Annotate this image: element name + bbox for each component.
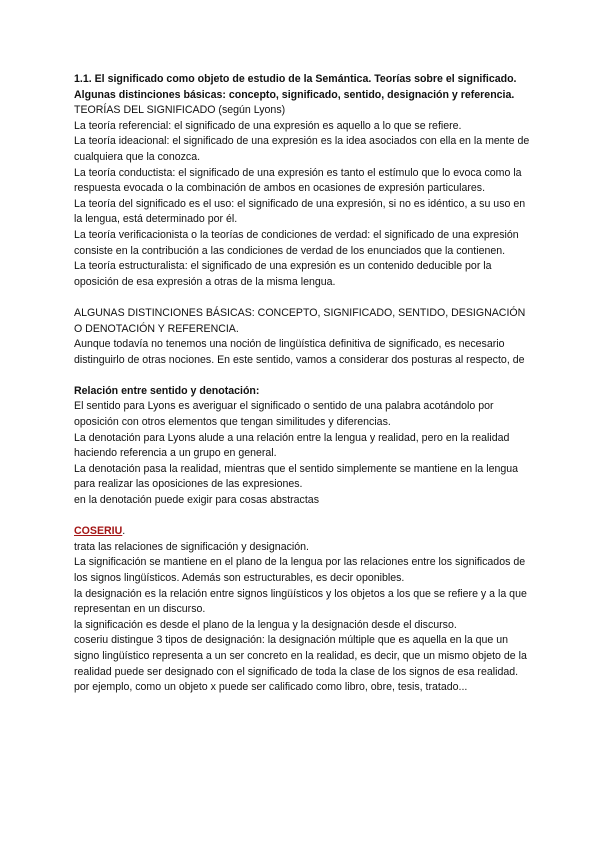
theory-structuralist: La teoría estructuralista: el significado de una expresión es un contenido deducible por la oposición de esa expresión a otras de la misma lengua. [74, 260, 492, 288]
spacer [74, 290, 534, 306]
denotation-abstract-paragraph: en la denotación puede exigir para cosas abstractas [74, 494, 319, 507]
denotation-lyons-paragraph: La denotación para Lyons alude a una relación entre la lengua y realidad, pero en la realidad haciendo referencia a un grupo en general. [74, 431, 510, 460]
theory-verificationist: La teoría verificacionista o la teorías de condiciones de verdad: el significado de una expresión consiste en la contribución a las condiciones de verdad de los enunciados que la contienen. [74, 228, 519, 257]
document-page [74, 72, 534, 696]
sense-lyons-paragraph: El sentido para Lyons es averiguar el significado o sentido de una palabra acotándolo por oposición con otros elementos que tengan similitudes y diferencias. [74, 400, 494, 429]
theory-ideational: La teoría ideacional: el significado de una expresión es la idea asociados con ella en la mente de cualquiera que la conozca. [74, 135, 530, 163]
coseriu-paragraph-1: trata las relaciones de significación y designación. [74, 540, 309, 553]
theory-referential: La teoría referencial: el significado de una expresión es aquello a lo que se refiere. [74, 119, 462, 132]
coseriu-paragraph-3: la designación es la relación entre signos lingüísticos y los objetos a los que se refiere y a la que representan en un discurso. [74, 587, 527, 616]
distinctions-paragraph: Aunque todavía no tenemos una noción de lingüística definitiva de significado, es necesario distinguirlo de otras nociones. En este sentido, vamos a considerar dos posturas al respecto, de [74, 338, 525, 366]
section-heading-distinctions: ALGUNAS DISTINCIONES BÁSICAS: CONCEPTO, SIGNIFICADO, SENTIDO, DESIGNACIÓN O DENOTACIÓN Y REFERENCIA. [74, 306, 526, 335]
denotation-vs-sense-paragraph: La denotación pasa la realidad, mientras que el sentido simplemente se mantiene en la lengua para realizar las oposiciones de las expresiones. [74, 462, 519, 491]
theory-behaviorist: La teoría conductista: el significado de una expresión es tanto el estímulo que lo evoca como la respuesta evocada o la combinación de ambos en ocasiones de expresión particulares. [74, 166, 522, 195]
section-heading-coseriu [74, 524, 534, 540]
document-title: 1.1. El significado como objeto de estudio de la Semántica. Teorías sobre el significado. Algunas distinciones básicas: concepto, significado, sentido, designación y referencia. [74, 73, 517, 101]
coseriu-heading-text: COSERIU [74, 525, 123, 538]
coseriu-paragraph-4: la significación es desde el plano de la lengua y la designación desde el discurso. [74, 618, 457, 631]
coseriu-heading-suffix: . [122, 525, 126, 538]
theory-use: La teoría del significado es el uso: el significado de una expresión, si no es idéntico, a su uso en la lengua, está determinado por él. [74, 197, 526, 226]
section-heading-sense-denotation: Relación entre sentido y denotación: [74, 384, 260, 397]
spacer [74, 509, 534, 525]
coseriu-paragraph-2: La significación se mantiene en el plano de la lengua por las relaciones entre los significados de los signos lingüísticos. Además son estructurables, es decir oponibles. [74, 556, 526, 584]
spacer [74, 368, 534, 384]
coseriu-paragraph-5: coseriu distingue 3 tipos de designación: la designación múltiple que es aquella en la que un signo lingüístico representa a un ser concreto en la realidad, es decir, que un mismo objeto de la realidad puede ser designado con el significado de toda la clase de los signos de esa realidad. por ejemplo, como un objeto x puede ser calificado como libro, obre, tesis, tratado... [74, 634, 527, 694]
section-heading-theories: TEORÍAS DEL SIGNIFICADO (según Lyons) [74, 104, 286, 117]
